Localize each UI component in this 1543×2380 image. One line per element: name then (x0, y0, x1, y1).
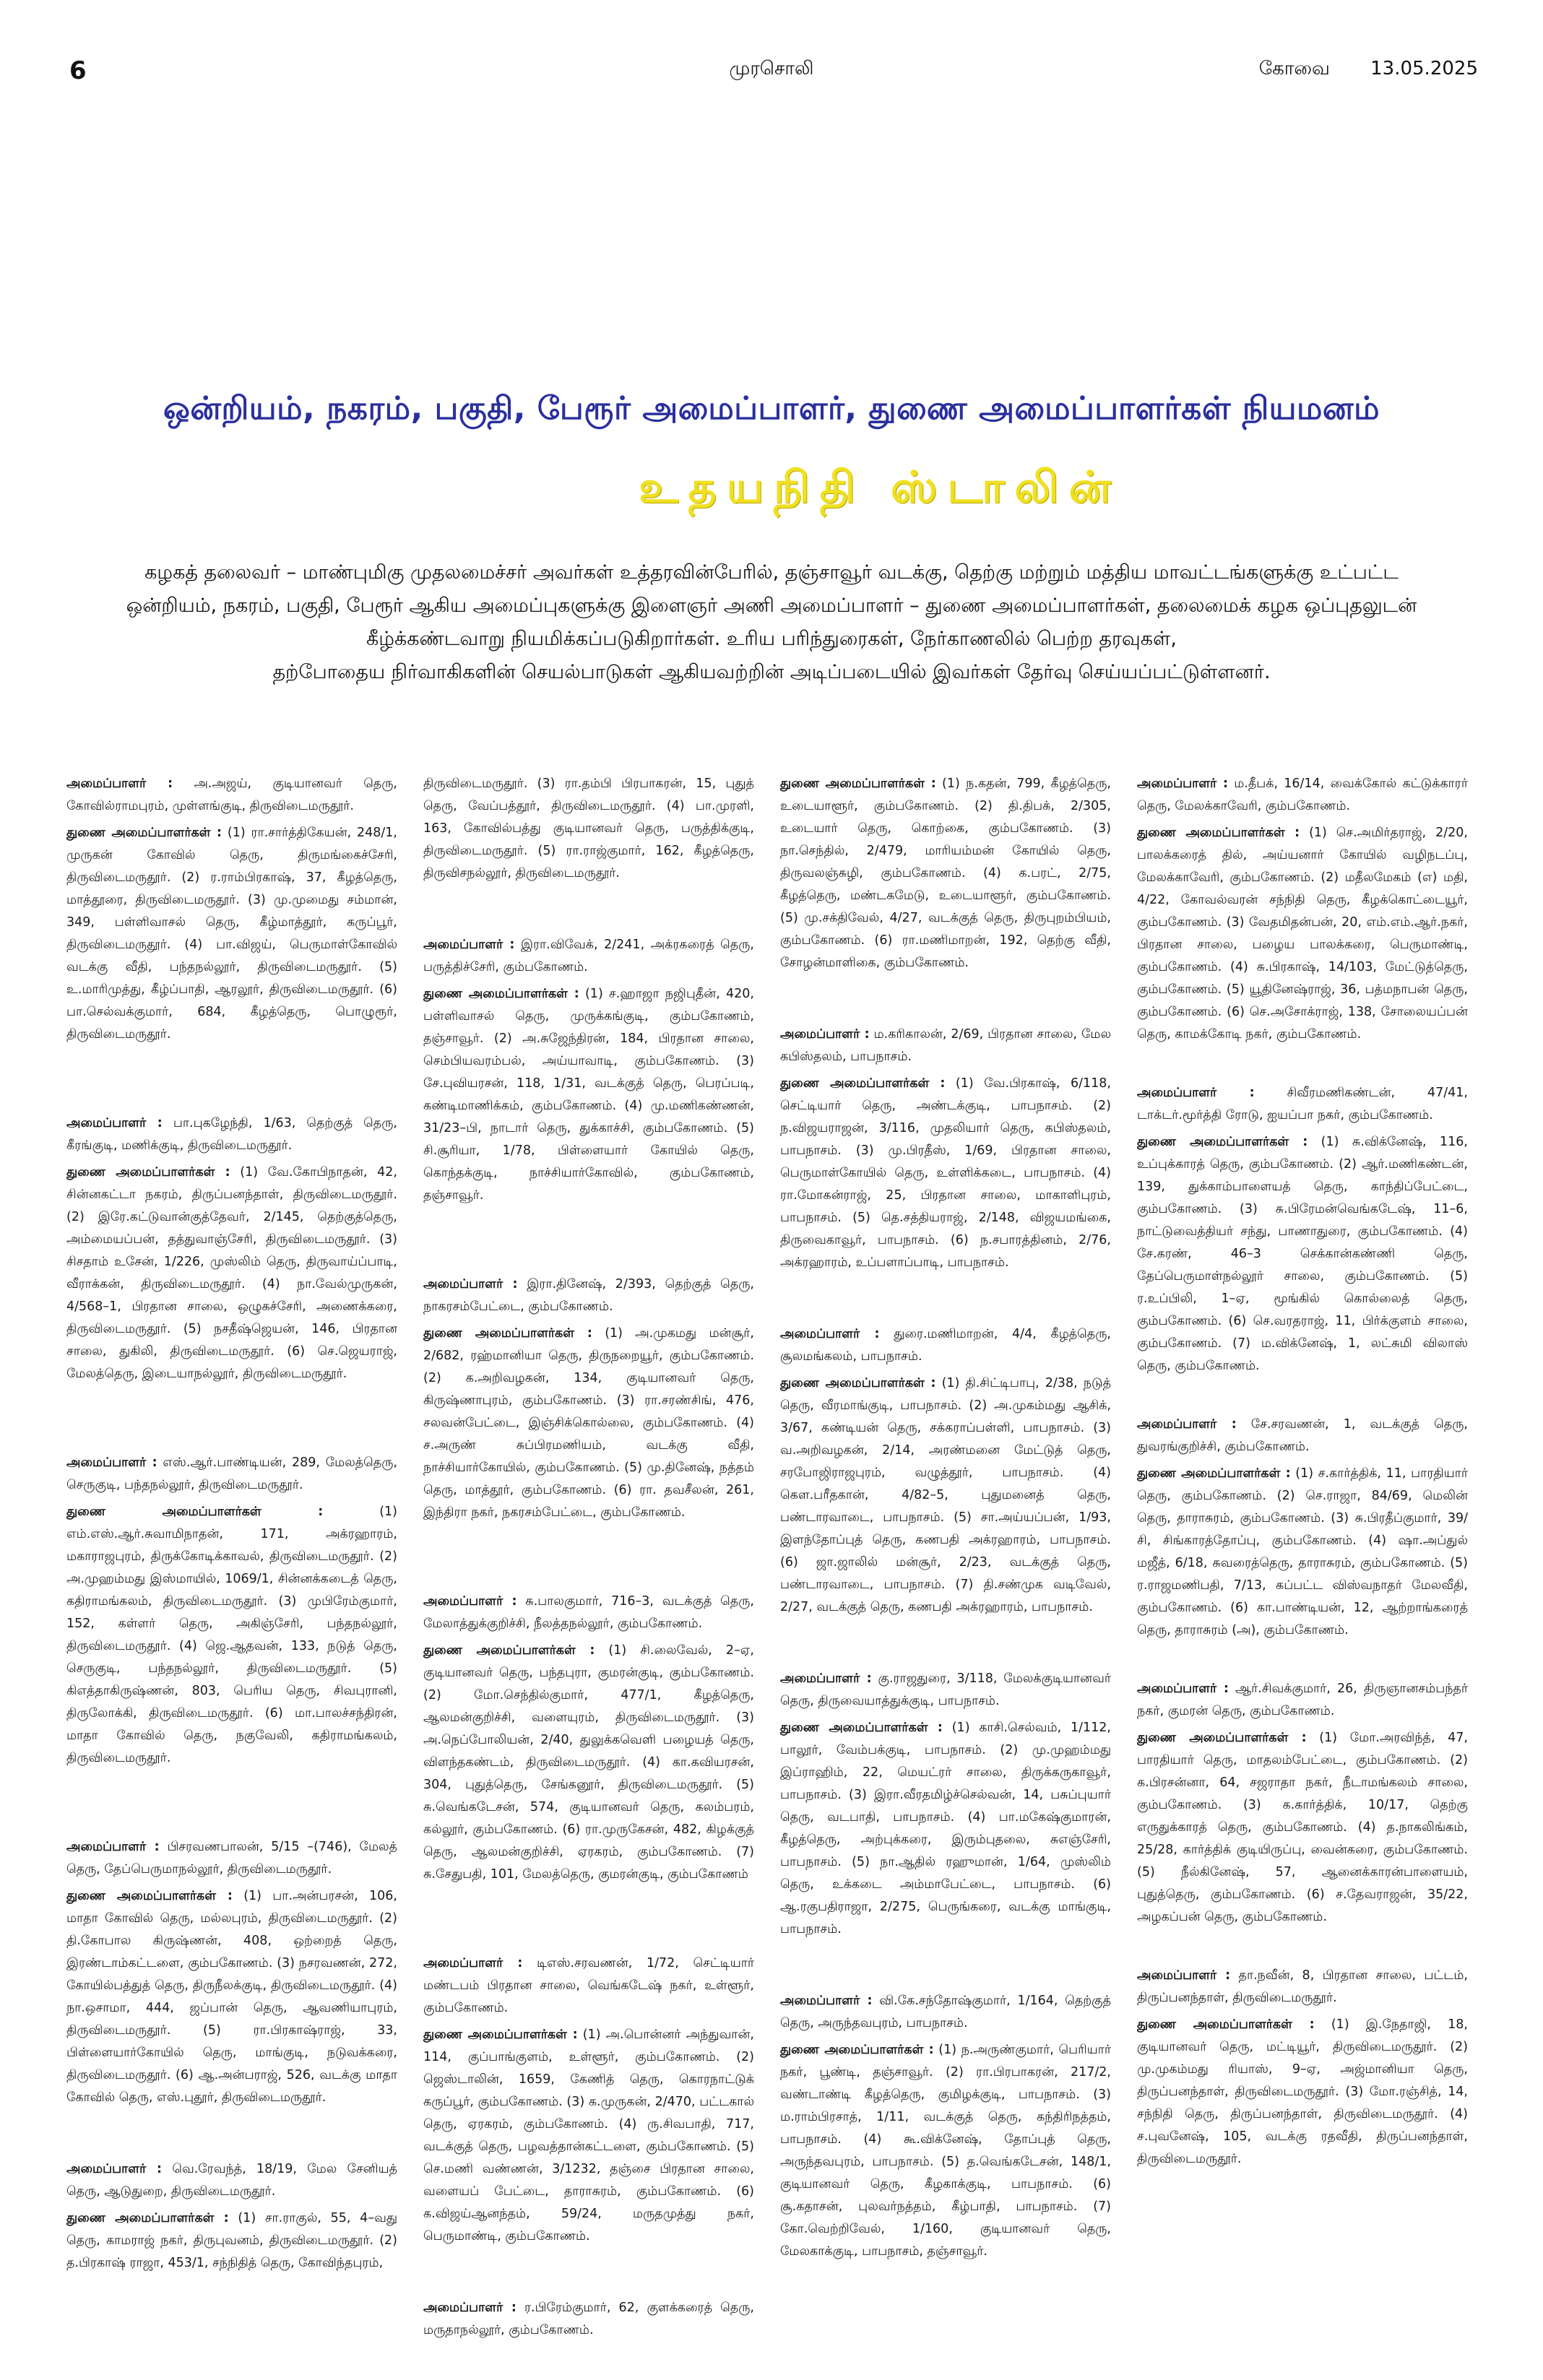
entry-text: ம.தீபக், 16/14, வைக்கோல் கட்டுக்காரர் தெரு, மேலக்காவேரி, கும்பகோணம். (1137, 776, 1468, 813)
organizer-entry (423, 2297, 754, 2342)
deputies-label: துணை அமைப்பாளர்கள் : (780, 2043, 934, 2057)
entry-text: பிசரவணபாலன், 5/15 –(746), மேலத் தெரு, தேப்பெருமாநல்லூர், திருவிடைமருதூர். (66, 1840, 397, 1877)
entry-text: (1) தி.சிட்டிபாபு, 2/38, நடுத் தெரு, வீரமாங்குடி, பாபநாசம். (2) அ.முகம்மது ஆசிக், 3/67, கண்டியன் தெரு, சக்கராப்பள்ளி, பாபநாசம். (3) வ.அறிவழகன், 2/14, அரண்மனை மேட்டுத் தெரு, சரபோஜிராஜபுரம், வழுத்தூர், பாபநாசம். (4) கௌ.பரீதகான், 4/82–5, புதுமனைத் தெரு, பண்டாரவாடை, பாபநாசம். (5) சா.அய்யப்பன், 1/93, இளந்தோப்புத் தெரு, கணபதி அக்ரஹாரம், பாபநாசம். (6) ஜா.ஜாலில் மன்சூர், 2/23, வடக்குத் தெரு, பண்டாரவாடை, பாபநாசம். (7) தி.சண்முக வடிவேல், 2/27, வடக்குத் தெரு, கணபதி அக்ரஹாரம், பாபநாசம். (780, 1376, 1111, 1614)
newspaper-name: முரசொலி (729, 58, 814, 79)
organizer-label: அமைப்பாளர் : (1137, 1968, 1231, 1983)
organizer-entry (66, 2158, 397, 2203)
column-4 (1137, 773, 1468, 2347)
entry-text: (1) அ.முகமது மன்சூர், 2/682, ரஹ்மானியா தெரு, திருநறையூர், கும்பகோணம். (2) க.அறிவழகன், 134, குடியானவர் தெரு, கிருஷ்ணாபுரம், கும்பகோணம். (3) ரா.சரண்சிங், 476, சலவன்பேட்டை, இஞ்சிக்கொல்லை, கும்பகோணம். (4) ச.அருண் சுப்பிரமணியம், வடக்கு வீதி, நாச்சியார்கோயில், கும்பகோணம். (5) மு.தினேஷ், நத்தம் தெரு, மாத்தூர், கும்பகோணம். (6) ரா. தவசீலன், 261, இந்திரா நகர், நகரசம்பேட்டை, கும்பகோணம். (423, 1326, 754, 1520)
organizer-label: அமைப்பாளர் : (423, 2301, 517, 2315)
deputy-organizers-entry (423, 1323, 754, 1524)
entry-text: வி.கே.சந்தோஷ்குமார், 1/164, தெற்குத் தெரு, அருந்தவபுரம், பாபநாசம். (780, 1994, 1111, 2030)
entry-spacer (423, 1890, 754, 1952)
entry-spacer (423, 1528, 754, 1591)
organizer-entry (1137, 1414, 1468, 1458)
organizer-entry (780, 1668, 1111, 1713)
deputy-organizers-entry (1137, 1131, 1468, 1377)
entry-spacer (423, 889, 754, 934)
entry-text: (1) வே.பிரகாஷ், 6/118, செட்டியார் தெரு, அண்டக்குடி, பாபநாசம். (2) ந.விஜயராஜன், 3/116, முதலியார் தெரு, கபிஸ்தலம், பாபநாசம். (3) மு.பிரதீஸ், 1/69, பிரதான சாலை, பெருமாள்கோயில் தெரு, உள்ளிக்கடை, பாபநாசம். (4) ரா.மோகன்ராஜ், 25, பிரதான சாலை, மாகாளிபுரம், பாபநாசம். (5) தெ.சத்தியராஜ், 2/148, விஜயமங்கை, திருவைகாவூர், பாபநாசம். (6) ந.சபாரத்தினம், 2/76, அக்ரஹாரம், உப்பளாப்பாடி, பாபநாசம். (780, 1076, 1111, 1270)
entry-text: ர.பிரேம்குமார், 62, குளக்கரைத் தெரு, மருதாநல்லூர், கும்பகோணம். (423, 2301, 754, 2337)
intro-line: தற்போதைய நிர்வாகிகளின் செயல்பாடுகள் ஆகியவற்றின் அடிப்படையில் இவர்கள் தேர்வு செய்யப்பட்டுள்ளனர். (272, 661, 1271, 683)
deputies-label: துணை அமைப்பாளர்கள் : (66, 1889, 233, 1903)
column-3 (780, 773, 1111, 2347)
entry-text: (1) ரா.சார்த்திகேயன், 248/1, முருகன் கோவில் தெரு, திருமங்கைச்சேரி, திருவிடைமருதூர். (2) ர.ராம்பிரகாஷ், 37, கீழத்தெரு, மாத்தூரை, திருவிடைமருதூர். (3) மு.முமைது சம்மான், 349, பள்ளிவாசல் தெரு, கீழ்மாத்தூர், கருப்பூர், திருவிடைமருதூர். (4) பா.விஜய், பெருமாள்கோவில் வடக்கு வீதி, பந்தநல்லூர், திருவிடைமருதூர். (5) உ.மாரிமுத்து, கீழ்ப்பாதி, ஆரலூர், திருவிடைமருதூர். (6) பா.செல்வக்குமார், 684, கீழத்தெரு, பொழுரூர், திருவிடைமருதூர். (66, 826, 397, 1042)
organizer-entry (780, 1024, 1111, 1068)
column-1 (66, 773, 397, 2347)
entry-text: வெ.ரேவந்த், 18/19, மேல சேனியத் தெரு, ஆடுதுறை, திருவிடைமருதூர். (66, 2162, 397, 2199)
deputy-organizers-entry (423, 1640, 754, 1886)
entry-text: (1) மோ.அரவிந்த், 47, பாரதியார் தெரு, மாதலம்பேட்டை, கும்பகோணம். (2) க.பிரசன்னா, 64, சஜராதா நகர், நீடாமங்கலம் சாலை, கும்பகோணம். (3) க.கார்த்திக், 10/17, தெற்கு எருதுக்காரத் தெரு, கும்பகோணம். (4) த.நாகலிங்கம், 25/28, கார்த்திக் குடியிருப்பு, வைன்கரை, கும்பகோணம். (5) நீல்கினேஷ், 57, ஆனைக்காரன்பாளையம், புதுத்தெரு, கும்பகோணம். (6) ச.தேவராஜன், 35/22, அழகப்பன் தெரு, கும்பகோணம். (1137, 1731, 1468, 1924)
deputy-organizers-entry (66, 822, 397, 1046)
entry-text: (1) ந.கதன், 799, கீழத்தெரு, உடையாளூர், கும்பகோணம். (2) தி.திபக், 2/305, உடையார் தெரு, கொற்கை, கும்பகோணம். (3) நா.செந்தில், 2/479, மாரியம்மன் கோயில் தெரு, திருவலஞ்சுழி, கும்பகோணம். (4) க.பரட், 2/75, கீழத்தெரு, மண்டகமேடு, உடையாளூர், கும்பகோணம். (5) மு.சக்திவேல், 4/27, வடக்குத் தெரு, திருபுறம்பியம், கும்பகோணம். (6) ரா.மணிமாறன், 192, தெற்கு வீதி, சோழன்மாளிகை, கும்பகோணம். (780, 776, 1111, 970)
entry-text: சிவீரமணிகண்டன், 47/41, டாக்டர்.மூர்த்தி ரோடு, ஐயப்பா நகர், கும்பகோணம். (1137, 1086, 1468, 1122)
deputies-label: துணை அமைப்பாளர்கள் : (66, 1505, 324, 1519)
entry-text: திருவிடைமருதூர். (3) ரா.தம்பி பிரபாகரன், 15, புதுத் தெரு, வேப்பத்தூர், திருவிடைமருதூர். (4) பா.முரளி, 163, கோவில்பத்து குடியானவர் தெரு, பருத்திக்குடி, திருவிடைமருதூர். (5) ரா.ராஜ்குமார், 162, கீழத்தெரு, திருவிசநல்லூர், திருவிடைமருதூர். (423, 776, 754, 880)
entry-text: (1) ச.கார்த்திக், 11, பாரதியார் தெரு, கும்பகோணம். (2) செ.ராஜா, 84/69, மெலின் தெரு, தாராசுரம், கும்பகோணம். (3) சு.பிரதீப்குமார், 39/சி, சிங்காரத்தோப்பு, கும்பகோணம். (4) ஷா.அப்துல் மஜீத், 6/18, சுவரைத்தெரு, தாராசுரம், கும்பகோணம். (5) ர.ராஜமணிபதி, 7/13, கப்பட்ட விஸ்வநாதர் மேலவீதி, கும்பகோணம். (6) கா.பாண்டியன், 12, ஆற்றாங்கரைத் தெரு, தாராசுரம் (அ), கும்பகோணம். (1137, 1466, 1468, 1637)
intro-paragraph (123, 556, 1420, 689)
continued-text (423, 773, 754, 885)
deputies-label: துணை அமைப்பாளர்கள் : (66, 1165, 230, 1180)
entry-text: (1) சு.விக்னேஷ், 116, உப்புக்காரத் தெரு, கும்பகோணம். (2) ஆர்.மணிகண்டன், 139, துக்காம்பாளையத் தெரு, காந்திப்பேட்டை, கும்பகோணம். (3) சு.பிரேமன்வெங்கடேஷ், 11–6, நாட்டுவைத்தியர் சந்து, பாணாதுரை, கும்பகோணம். (4) சே.கரண், 46–3 செக்கான்கண்ணி தெரு, தேப்பெருமாள்நல்லூர் சாலை, கும்பகோணம். (5) ர.உப்பிலி, 1–ஏ, மூங்கில் கொல்லைத் தெரு, கும்பகோணம். (6) செ.வரதராஜ், 11, பிர்க்குளம் சாலை, கும்பகோணம். (7) ம.விக்னேஷ், 1, லட்சுமி விலாஸ் தெரு, கும்பகோணம். (1137, 1135, 1468, 1373)
entry-spacer (1137, 1382, 1468, 1414)
deputies-label: துணை அமைப்பாளர்கள் : (1137, 1731, 1307, 1745)
organizer-label: அமைப்பாளர் : (423, 1956, 523, 1970)
organizer-label: அமைப்பாளர் : (1137, 1086, 1255, 1100)
organizer-label: அமைப்பாளர் : (1137, 776, 1228, 791)
entry-text: (1) இ.நேதாஜி, 18, குடியானவர் தெரு, மட்டியூர், திருவிடைமருதூர். (2) மு.முகம்மது ரியாஸ், 9–ஏ, அஜ்மானியா தெரு, திருப்பனந்தாள், திருவிடைமருதூர். (3) மோ.ரஞ்சித், 14, சந்நிதி தெரு, திருப்பனந்தாள், திருவிடைமருதூர். (4) ச.புவனேஷ், 105, வடக்கு ரதவீதி, திருப்பனந்தாள், திருவிடைமருதூர். (1137, 2017, 1468, 2166)
deputies-label: துணை அமைப்பாளர்கள் : (1137, 1466, 1291, 1481)
organizer-entry (66, 1836, 397, 1881)
organizer-label: அமைப்பாளர் : (1137, 1682, 1229, 1696)
deputies-label: துணை அமைப்பாளர்கள் : (780, 1721, 943, 1735)
deputy-organizers-entry (780, 1717, 1111, 1941)
organizer-label: அமைப்பாளர் : (423, 938, 515, 952)
entry-text: (1) எம்.எஸ்.ஆர்.சுவாமிநாதன், 171, அக்ரஹாரம், மகாராஜபுரம், திருக்கோடிக்காவல், திருவிடைமருதூர். (2) அ.முஹம்மது இஸ்மாயில், 1069/1, சின்னக்கடைத் தெரு, கதிராமங்கலம், திருவிடைமருதூர். (3) முபிரேம்குமார், 152, கள்ளர் தெரு, அகிஞ்சேரி, பந்தநல்லூர், திருவிடைமருதூர். (4) ஜெ.ஆதவன், 133, நடுத் தெரு, செருகுடி, பந்தநல்லூர், திருவிடைமருதூர். (5) கிஎத்தாகிருஷ்ணன், 803, பெரிய தெரு, சிவபுரானி, திருலோக்கி, திருவிடைமருதூர். (6) மா.பாலச்சந்திரன், மாதா கோவில் தெரு, நகுவேலி, கதிராமங்கலம், திருவிடைமருதூர். (66, 1505, 397, 1765)
organizer-entry (1137, 1082, 1468, 1127)
deputy-organizers-entry (780, 2039, 1111, 2263)
deputy-organizers-entry (66, 1161, 397, 1385)
deputy-organizers-entry (66, 1885, 397, 2109)
deputy-organizers-entry (66, 1501, 397, 1770)
organizer-label: அமைப்பாளர் : (66, 776, 173, 791)
organizer-label: அமைப்பாளர் : (66, 1840, 160, 1854)
deputies-label: துணை அமைப்பாளர்கள் : (780, 776, 936, 791)
byline: உதயநிதி ஸ்டாலின் (639, 462, 1121, 513)
entry-spacer (1137, 1933, 1468, 1965)
organizer-label: அமைப்பாளர் : (423, 1277, 518, 1291)
entry-text: (1) வே.கோபிநாதன், 42, சின்னகட்டா நகரம், திருப்பனந்தாள், திருவிடைமருதூர். (2) இரே.கட்டுவான்குத்தேவர், 2/145, தெற்குத்தெரு, அம்மையப்பன், தத்துவாஞ்சேரி, திருவிடைமருதூர். (3) சிசதாம் உசேன், 1/226, முஸ்லிம் தெரு, திருவாய்ப்பாடி, வீராக்கன், திருவிடைமருதூர். (4) நா.வேல்முருகன், 4/568–1, பிரதான சாலை, ஒழுகச்சேரி, அணைக்கரை, திருவிடைமருதூர். (5) நசதீஷ்ஜெயன், 146, பிரதான சாலை, துகிலி, திருவிடைமருதூர். (6) செ.ஜெயராஜ், மேலத்தெரு, இடையாநல்லூர், திருவிடைமருதூர். (66, 1165, 397, 1381)
entry-text: தா.நவீன், 8, பிரதான சாலை, பட்டம், திருப்பனந்தாள், திருவிடைமருதூர். (1137, 1968, 1468, 2005)
deputy-organizers-entry (1137, 2014, 1468, 2171)
deputy-organizers-entry (1137, 1463, 1468, 1642)
entry-text: ஆர்.சிவக்குமார், 26, திருஞானசம்பந்தர் நகர், குமரன் தெரு, கும்பகோணம். (1137, 1682, 1468, 1718)
deputy-organizers-entry (1137, 822, 1468, 1046)
byline-container (0, 462, 1543, 519)
entry-text: இரா.விவேக், 2/241, அக்ரகரைத் தெரு, பருத்திச்சேரி, கும்பகோணம். (423, 938, 754, 974)
headline: ஒன்றியம், நகரம், பகுதி, பேரூர் அமைப்பாளர், துணை அமைப்பாளர்கள் நியமனம் (163, 390, 1380, 427)
column-2 (423, 773, 754, 2347)
entry-spacer (66, 1774, 397, 1836)
entry-spacer (1137, 1050, 1468, 1082)
deputies-label: துணை அமைப்பாளர்கள் : (423, 987, 579, 1001)
entry-text: (1) ந.அருண்குமார், பெரியார் நகர், பூண்டி, தஞ்சாவூர். (2) ரா.பிரபாகரன், 217/2, வண்டாண்டி கீழத்தெரு, குமிழக்குடி, பாபநாசம். (3) ம.ராம்பிரசாத், 1/11, வடக்குத் தெரு, கந்திரிநத்தம், பாபநாசம். (4) கூ.விக்னேஷ், தோப்புத் தெரு, அருந்தவபுரம், பாபநாசம். (5) த.வெங்கடேசன், 148/1, குடியானவர் தெரு, கீழகாக்குடி, பாபநாசம். (6) சூ.கதாசன், புலவர்நத்தம், கீழ்பாதி, பாபநாசம். (7) கோ.வெற்றிவேல், 1/160, குடியானவர் தெரு, மேலகாக்குடி, பாபநாசம், தஞ்சாவூர். (780, 2043, 1111, 2259)
organizer-entry (423, 1591, 754, 1635)
organizer-label: அமைப்பாளர் : (780, 1027, 870, 1042)
organizer-entry (66, 1452, 397, 1497)
edition-info (1224, 58, 1478, 82)
deputies-label: துணை அமைப்பாளர்கள் : (66, 2211, 229, 2225)
deputies-label: துணை அமைப்பாளர்கள் : (423, 1326, 592, 1341)
deputies-label: துணை அமைப்பாளர்கள் : (1137, 1135, 1308, 1149)
organizer-entry (1137, 1678, 1468, 1723)
deputy-organizers-entry (780, 1073, 1111, 1274)
organizer-entry (423, 1952, 754, 2020)
deputy-organizers-entry (1137, 1727, 1468, 1929)
entry-text: (1) அ.பொன்னர் அந்துவான், 114, குப்பாங்குளம், உள்ளூர், கும்பகோணம். (2) ஜெஸ்டாலின், 1659, கேணித் தெரு, கொரநாட்டுக் கருப்பூர், கும்பகோணம். (3) க.முருகன், 2/470, பட்டகால் தெரு, ஏரகரம், கும்பகோணம். (4) ரு.சிவபாதி, 717, வடக்குத் தெரு, பழவத்தான்கட்டளை, கும்பகோணம். (5) செ.மணி வண்ணன், 3/1232, தஞ்சை பிரதான சாலை, வளையப் பேட்டை, தாராசுரம், கும்பகோணம். (6) க.விஜய்ஆனந்தம், 59/24, மருதமுத்து நகர், பெருமாண்டி, கும்பகோணம். (423, 2028, 754, 2243)
edition-date: 13.05.2025 (1370, 58, 1478, 79)
edition-city: கோவை (1258, 58, 1330, 79)
intro-line: கீழ்க்கண்டவாறு நியமிக்கப்படுகிறார்கள். உரிய பரிந்துரைகள், நேர்காணலில் பெற்ற தரவுகள், (366, 628, 1177, 650)
entry-spacer (780, 1278, 1111, 1323)
organizer-entry (1137, 773, 1468, 818)
entry-text: ம.கரிகாலன், 2/69, பிரதான சாலை, மேல கபிஸ்தலம், பாபநாசம். (780, 1027, 1111, 1064)
masthead (0, 0, 1543, 94)
entry-text: பா.புகழேந்தி, 1/63, தெற்குத் தெரு, கீரங்குடி, மணிக்குடி, திருவிடைமருதூர். (66, 1116, 397, 1153)
deputies-label: துணை அமைப்பாளர்கள் : (423, 2028, 578, 2042)
organizer-label: அமைப்பாளர் : (66, 1455, 157, 1470)
page-number: 6 (69, 56, 87, 85)
entry-text: (1) செ.அமிர்தராஜ், 2/20, பாலக்கரைத் தில், அய்யனார் கோயில் வழிநடப்பு, மேலக்காவேரி, கும்பகோணம். (2) மதீலமேகம் (எ) மதி, 4/22, கோவல்வரன் சந்நிதி தெரு, கீழக்கொட்டையூர், கும்பகோணம். (3) வேதமிதன்பன், 20, எம்.எம்.ஆர்.நகர், பிரதான சாலை, பழைய பாலக்கரை, பெருமாண்டி, கும்பகோணம். (4) சு.பிரகாஷ், 14/103, மேட்டுத்தெரு, கும்பகோணம். (5) யூதினேஷ்ராஜ், 36, பத்மநாபன் தெரு, கும்பகோணம். (6) செ.அசோக்ராஜ், 138, சோலையப்பன் தெரு, காமக்கோடி நகர், கும்பகோணம். (1137, 826, 1468, 1042)
deputies-label: துணை அமைப்பாளர்கள் : (423, 1643, 595, 1658)
entry-spacer (780, 979, 1111, 1024)
organizer-entry (66, 773, 397, 818)
entry-spacer (66, 1390, 397, 1452)
entry-text: துரை.மணிமாறன், 4/4, கீழத்தெரு, சூலமங்கலம், பாபநாசம். (780, 1327, 1111, 1364)
deputy-organizers-entry (423, 983, 754, 1207)
organizer-entry (1137, 1965, 1468, 2009)
deputies-label: துணை அமைப்பாளர்கள் : (780, 1076, 946, 1091)
deputies-label: துணை அமைப்பாளர்கள் : (66, 826, 222, 840)
entry-text: சே.சரவணன், 1, வடக்குத் தெரு, துவரங்குறிச்சி, கும்பகோணம். (1137, 1417, 1468, 1454)
organizer-label: அமைப்பாளர் : (66, 2162, 163, 2176)
entry-spacer (423, 2252, 754, 2297)
entry-text: எஸ்.ஆர்.பாண்டியன், 289, மேலத்தெரு, செருகுடி, பந்தநல்லூர், திருவிடைமருதூர். (66, 1455, 397, 1492)
appointments-columns (66, 773, 1479, 2347)
entry-text: டிஎஸ்.சரவணன், 1/72, செட்டியார் மண்டபம் பிரதான சாலை, வெங்கடேஷ் நகர், உள்ளூர், கும்பகோணம். (423, 1956, 754, 2015)
entry-text: (1) காசி.செல்வம், 1/112, பாலூர், வேம்பக்குடி, பாபநாசம். (2) மு.முஹம்மது இப்ராஹிம், 22, மெயட்ரர் சாலை, திருக்கருகாவூர், பாபநாசம். (3) இரா.வீரதமிழ்ச்செல்வன், 14, பசுப்புயார் தெரு, வடபாதி, பாபநாசம். (4) பா.மகேஷ்குமாரன், கீழத்தெரு, அற்புக்கரை, இரும்புதலை, சுஎஞ்சேரி, பாபநாசம். (5) நா.ஆதில் ரஹுமான், 1/64, முஸ்லிம் தெரு, உக்கடை அம்மாபேட்டை, பாபநாசம். (6) ஆ.ரகுபதிராஜா, 2/275, பெருங்கரை, வடக்கு மாங்குடி, பாபநாசம். (780, 1721, 1111, 1937)
deputy-organizers-entry (66, 2207, 397, 2275)
deputies-label: துணை அமைப்பாளர்கள் : (780, 1376, 936, 1390)
deputy-organizers-entry (780, 773, 1111, 974)
entry-spacer (423, 1211, 754, 1273)
organizer-label: அமைப்பாளர் : (66, 1116, 163, 1130)
deputies-label: துணை அமைப்பாளர்கள் : (1137, 826, 1300, 840)
entry-text: (1) சி.லைவேல், 2–ஏ, குடியானவர் தெரு, பந்தபுரா, குமரன்குடி, கும்பகோணம். (2) மோ.செந்தில்குமார், 477/1, கீழத்தெரு, ஆலமன்குறிச்சி, வளையுரம், திருவிடைமருதூர். (3) அ.நெப்போலியன், 2/40, துலுக்கவெளி பழையத் தெரு, விளந்தகண்டம், திருவிடைமருதூர். (4) கா.கவியரசன், 304, புதுத்தெரு, சேங்கனூர், திருவிடைமருதூர். (5) சு.வெங்கடேசன், 574, குடியானவர் தெரு, கலம்பரம், கல்லூர், கும்பகோணம். (6) ரா.முருகேசன், 482, கிழக்குத் தெரு, ஆலமன்குறிச்சி, ஏரகரம், கும்பகோணம். (7) சு.சேதுபதி, 101, மேலத்தெரு, குமரன்குடி, கும்பகோணம் (423, 1643, 754, 1882)
organizer-entry (780, 1323, 1111, 1368)
intro-line: கழகத் தலைவர் – மாண்புமிகு முதலமைச்சர் அவர்கள் உத்தரவின்பேரில், தஞ்சாவூர் வடக்கு, தெற்கு மற்றும் மத்திய மாவட்டங்களுக்கு உட்பட்ட (144, 561, 1399, 584)
entry-text: கு.ராஜதுரை, 3/118, மேலக்குடியானவர் தெரு, திருவையாத்துக்குடி, பாபநாசம். (780, 1671, 1111, 1708)
entry-text: அ.அஜய், குடியானவர் தெரு, கோவில்ராமபுரம், முள்ளங்குடி, திருவிடைமருதூர். (66, 776, 397, 813)
organizer-label: அமைப்பாளர் : (423, 1594, 517, 1609)
deputy-organizers-entry (780, 1372, 1111, 1619)
entry-text: (1) சா.ராகுல், 55, 4–வது தெரு, காமராஜ் நகர், திருபுவனம், திருவிடைமருதூர். (2) த.பிரகாஷ் ராஜா, 453/1, சந்நிதித் தெரு, கோவிந்தபுரம், (66, 2211, 397, 2270)
entry-text: (1) ச.ஹாஜா நஜிபுதீன், 420, பள்ளிவாசல் தெரு, முருக்கங்குடி, கும்பகோணம், தஞ்சாவூர். (2) அ.சுஜேந்திரன், 184, பிரதான சாலை, செம்பியவரம்பல், அய்யாவாடி, கும்பகோணம். (3) சே.புவியரசன், 118, 1/31, வடக்குத் தெரு, பெரப்படி, கண்டிமாணிக்கம், கும்பகோணம். (4) மு.மணிகண்ணன், 31/23–பி, நாடார் தெரு, துக்காச்சி, கும்பகோணம். (5) சி.சூரியா, 1/78, பிள்ளையார் கோயில் தெரு, கொந்தக்குடி, நாச்சியார்கோவில், கும்பகோணம், தஞ்சாவூர். (423, 987, 754, 1203)
entry-text: இரா.தினேஷ், 2/393, தெற்குத் தெரு, நாகரசம்பேட்டை, கும்பகோணம். (423, 1277, 754, 1314)
deputies-label: துணை அமைப்பாளர்கள் : (1137, 2017, 1315, 2032)
entry-spacer (780, 1945, 1111, 1990)
entry-spacer (66, 2113, 397, 2158)
entry-text: (1) பா.அன்பரசன், 106, மாதா கோவில் தெரு, மல்லபுரம், திருவிடைமருதூர். (2) தி.கோபால கிருஷ்ணன், 408, ஒற்றைத் தெரு, இரண்டாம்கட்டளை, கும்பகோணம். (3) நசரவணன், 272, கோயில்பத்துத் தெரு, திருநீலக்குடி, திருவிடைமருதூர். (4) நா.ஒசாமா, 444, ஜப்பான் தெரு, ஆவணியாபுரம், திருவிடைமருதூர். (5) ரா.பிரகாஷ்ராஜ், 33, பிள்ளையார்கோயில் தெரு, மாங்குடி, நடுவக்கரை, திருவிடைமருதூர். (6) ஆ.அன்பராஜ், 526, வடக்கு மாதா கோவில் தெரு, எஸ்.புதூர், திருவிடைமருதூர். (66, 1889, 397, 2105)
entry-spacer (1137, 1646, 1468, 1678)
organizer-entry (780, 1990, 1111, 2035)
organizer-label: அமைப்பாளர் : (1137, 1417, 1237, 1432)
organizer-entry (423, 934, 754, 979)
organizer-label: அமைப்பாளர் : (780, 1994, 873, 2008)
entry-spacer (780, 1623, 1111, 1668)
entry-text: சு.பாலகுமார், 716–3, வடக்குத் தெரு, மேலாத்துக்குறிச்சி, நீலத்தநல்லூர், கும்பகோணம். (423, 1594, 754, 1631)
intro-line: ஒன்றியம், நகரம், பகுதி, பேரூர் ஆகிய அமைப்புகளுக்கு இளைஞர் அணி அமைப்பாளர் – துணை அமைப்பாளர்கள், தலைமைக் கழக ஒப்புதலுடன் (126, 594, 1417, 617)
organizer-label: அமைப்பாளர் : (780, 1327, 880, 1341)
organizer-label: அமைப்பாளர் : (780, 1671, 872, 1686)
entry-spacer (66, 1050, 397, 1112)
deputy-organizers-entry (423, 2024, 754, 2248)
organizer-entry (66, 1112, 397, 1157)
organizer-entry (423, 1273, 754, 1318)
